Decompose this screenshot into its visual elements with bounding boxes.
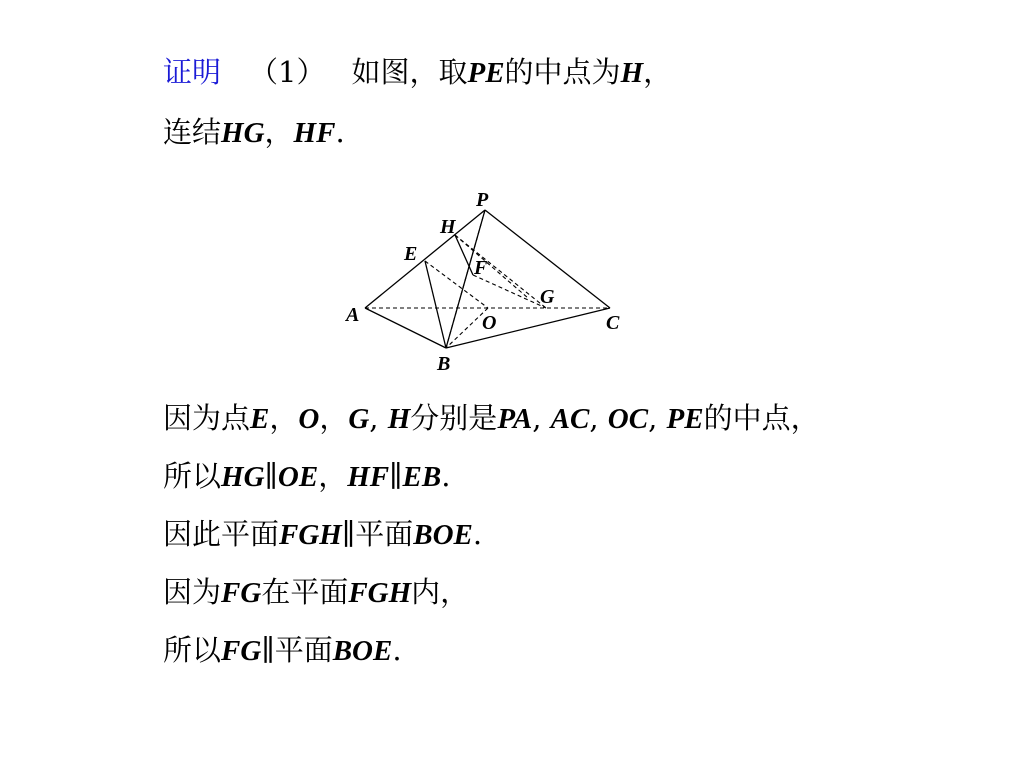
math-variable: FG (221, 635, 262, 667)
text-line-3 (163, 400, 820, 437)
pyramid-figure (330, 180, 650, 380)
text-run: ， (269, 401, 299, 435)
text-run: ， (264, 115, 294, 149)
text-run: 在平面 (261, 575, 349, 609)
text-line-2 (163, 114, 345, 151)
math-variable: FG (221, 577, 262, 609)
text-run: . (335, 115, 345, 149)
text-line-5 (163, 516, 482, 553)
text-run: 的中点为 (504, 55, 621, 89)
math-variable: PA (497, 403, 533, 435)
text-line-1 (163, 54, 672, 91)
math-variable: BOE (332, 635, 393, 667)
math-variable: FGH (279, 519, 342, 551)
edge-HF (455, 235, 473, 275)
text-run: 因为 (163, 575, 222, 609)
text-run: 内， (411, 575, 470, 609)
math-variable: AC (550, 403, 590, 435)
text-run: , (589, 401, 608, 435)
point-label-C: C (606, 312, 620, 334)
text-run: ∥ (264, 459, 278, 493)
math-variable: H (387, 403, 411, 435)
math-variable: BOE (413, 519, 473, 551)
math-variable: HF (347, 461, 390, 493)
point-label-A: A (346, 304, 360, 326)
point-label-B: B (437, 353, 451, 375)
math-variable: E (250, 403, 270, 435)
text-run: , (648, 401, 667, 435)
point-label-H: H (440, 216, 456, 238)
text-run: ∥平面 (341, 517, 414, 551)
math-variable: OC (607, 403, 649, 435)
text-run: ∥ (389, 459, 403, 493)
math-variable: H (620, 57, 644, 89)
text-line-6 (163, 574, 469, 611)
math-variable: EB (402, 461, 442, 493)
text-run: ， (318, 459, 348, 493)
text-run: . (392, 633, 402, 667)
point-label-P: P (476, 189, 489, 211)
math-variable: HG (221, 117, 265, 149)
text-run: ∥平面 (261, 633, 333, 667)
text-run: , (532, 401, 551, 435)
text-run: 因此平面 (163, 517, 280, 551)
math-variable: HG (221, 461, 265, 493)
text-line-7 (163, 632, 402, 669)
edge-PA (365, 210, 485, 308)
math-variable: FGH (348, 577, 412, 609)
edge-HG (455, 235, 546, 308)
text-run: 的中点， (703, 401, 820, 435)
edge-FG (473, 275, 546, 308)
edge-AB (365, 308, 446, 348)
text-run: ， (319, 401, 349, 435)
text-run: ， (643, 55, 673, 89)
math-variable: O (298, 403, 320, 435)
text-run: 如图，取 (351, 55, 468, 89)
text-line-4 (163, 458, 450, 495)
text-run: 所以 (163, 633, 222, 667)
point-label-E: E (404, 243, 418, 265)
proof-label: 证明 (163, 55, 222, 89)
point-label-G: G (540, 286, 555, 308)
math-variable: HF (293, 117, 336, 149)
point-label-O: O (482, 312, 497, 334)
text-run: （1） (249, 55, 326, 89)
text-run: . (472, 517, 483, 551)
math-variable: PE (666, 403, 704, 435)
text-run: 连结 (163, 115, 222, 149)
edge-BC (446, 308, 610, 348)
math-variable: G (348, 403, 370, 435)
text-run: 所以 (163, 459, 222, 493)
text-run: 分别是 (410, 401, 498, 435)
text-run: . (441, 459, 451, 493)
edge-HC (455, 235, 528, 298)
text-run: 因为点 (163, 401, 251, 435)
text-run: , (369, 401, 388, 435)
point-label-F: F (474, 257, 488, 279)
math-variable: OE (277, 461, 319, 493)
math-variable: PE (467, 57, 505, 89)
